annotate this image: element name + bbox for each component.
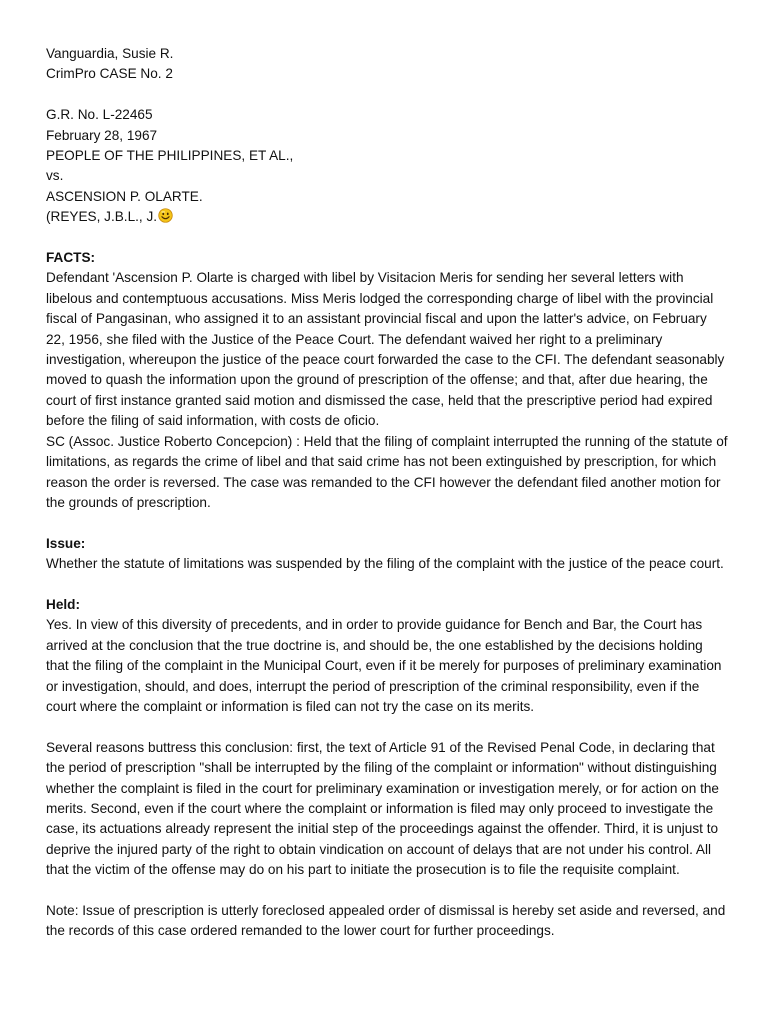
spacer <box>46 85 728 105</box>
issue-heading: Issue: <box>46 535 86 551</box>
versus-label: vs. <box>46 168 64 184</box>
spacer <box>46 575 728 595</box>
spacer <box>46 717 728 737</box>
spacer <box>46 513 728 533</box>
defendant-name: ASCENSION P. OLARTE. <box>46 188 203 204</box>
ponente-line <box>46 207 728 227</box>
note-paragraph: Note: Issue of prescription is utterly foreclosed appealed order of dismissal is hereby set aside and reversed, and the records of this case ordered remanded to the lower court for further proceedings. <box>46 902 726 939</box>
facts-sc-paragraph: SC (Assoc. Justice Roberto Concepcion) : Held that the filing of complaint interrupted the running of the statute of limitations, as regards the crime of libel and that said crime has not been extinguished by prescription, for which reason the order is reversed. The case was remanded to the CFI however the defendant filed another motion for the grounds of prescription. <box>46 433 728 510</box>
spacer <box>46 228 728 248</box>
held-paragraph: Yes. In view of this diversity of precedents, and in order to provide guidance for Bench and Bar, the Court has arrived at the conclusion that the true doctrine is, and should be, the one established by the decisions holding that the filing of the complaint in the Municipal Court, even if it be merely for purposes of preliminary examination or investigation, should, and does, interrupt the period of prescription of the criminal responsibility, even if the court where the complaint or information is filed can not try the case on its merits. <box>46 617 722 714</box>
issue-text: Whether the statute of limitations was suspended by the filing of the complaint with the justice of the peace court. <box>46 556 724 572</box>
plaintiff-name: PEOPLE OF THE PHILIPPINES, ET AL., <box>46 148 294 164</box>
reasons-paragraph: Several reasons buttress this conclusion: first, the text of Article 91 of the Revised Penal Code, in declaring that the period of prescription "shall be interrupted by the filing of the complaint or information" without distinguishing whether the complaint is filed in the court for preliminary examination or investigation merely, or for action on the merits. Second, even if the court where the complaint or information is filed may only proceed to investigate the case, its actuations already represent the initial step of the proceedings against the offender. Third, it is unjust to deprive the injured party of the right to obtain vindication on account of delays that are not under his control. All that the victim of the offense may do on his part to initiate the prosecution is to file the requisite complaint. <box>46 739 719 878</box>
smiley-face-icon <box>158 208 173 223</box>
author-name: Vanguardia, Susie R. <box>46 46 174 61</box>
held-heading: Held: <box>46 596 80 612</box>
ponente-text: (REYES, J.B.L., J. <box>46 209 158 225</box>
case-label: CrimPro CASE No. 2 <box>46 66 173 82</box>
gr-number: G.R. No. L-22465 <box>46 107 153 123</box>
facts-heading: FACTS: <box>46 250 96 266</box>
facts-paragraph: Defendant 'Ascension P. Olarte is charged with libel by Visitacion Meris for sending her several letters with libelous and contemptuous accusations. Miss Meris lodged the corresponding charge of libel with the provincial fiscal of Pangasinan, who assigned it to an assistant provincial fiscal and upon the latter's advice, on February 22, 1956, she filed with the Justice of the Peace Court. The defendant waived her right to a preliminary investigation, whereupon the justice of the peace court forwarded the case to the CFI. The defendant seasonably moved to quash the information upon the ground of prescription of the offense; and that, after due hearing, the court of first instance granted said motion and dismissed the case, held that the prescriptive period had expired before the filing of said information, with costs de oficio. <box>46 270 725 429</box>
decision-date: February 28, 1967 <box>46 127 158 143</box>
spacer <box>46 881 728 901</box>
